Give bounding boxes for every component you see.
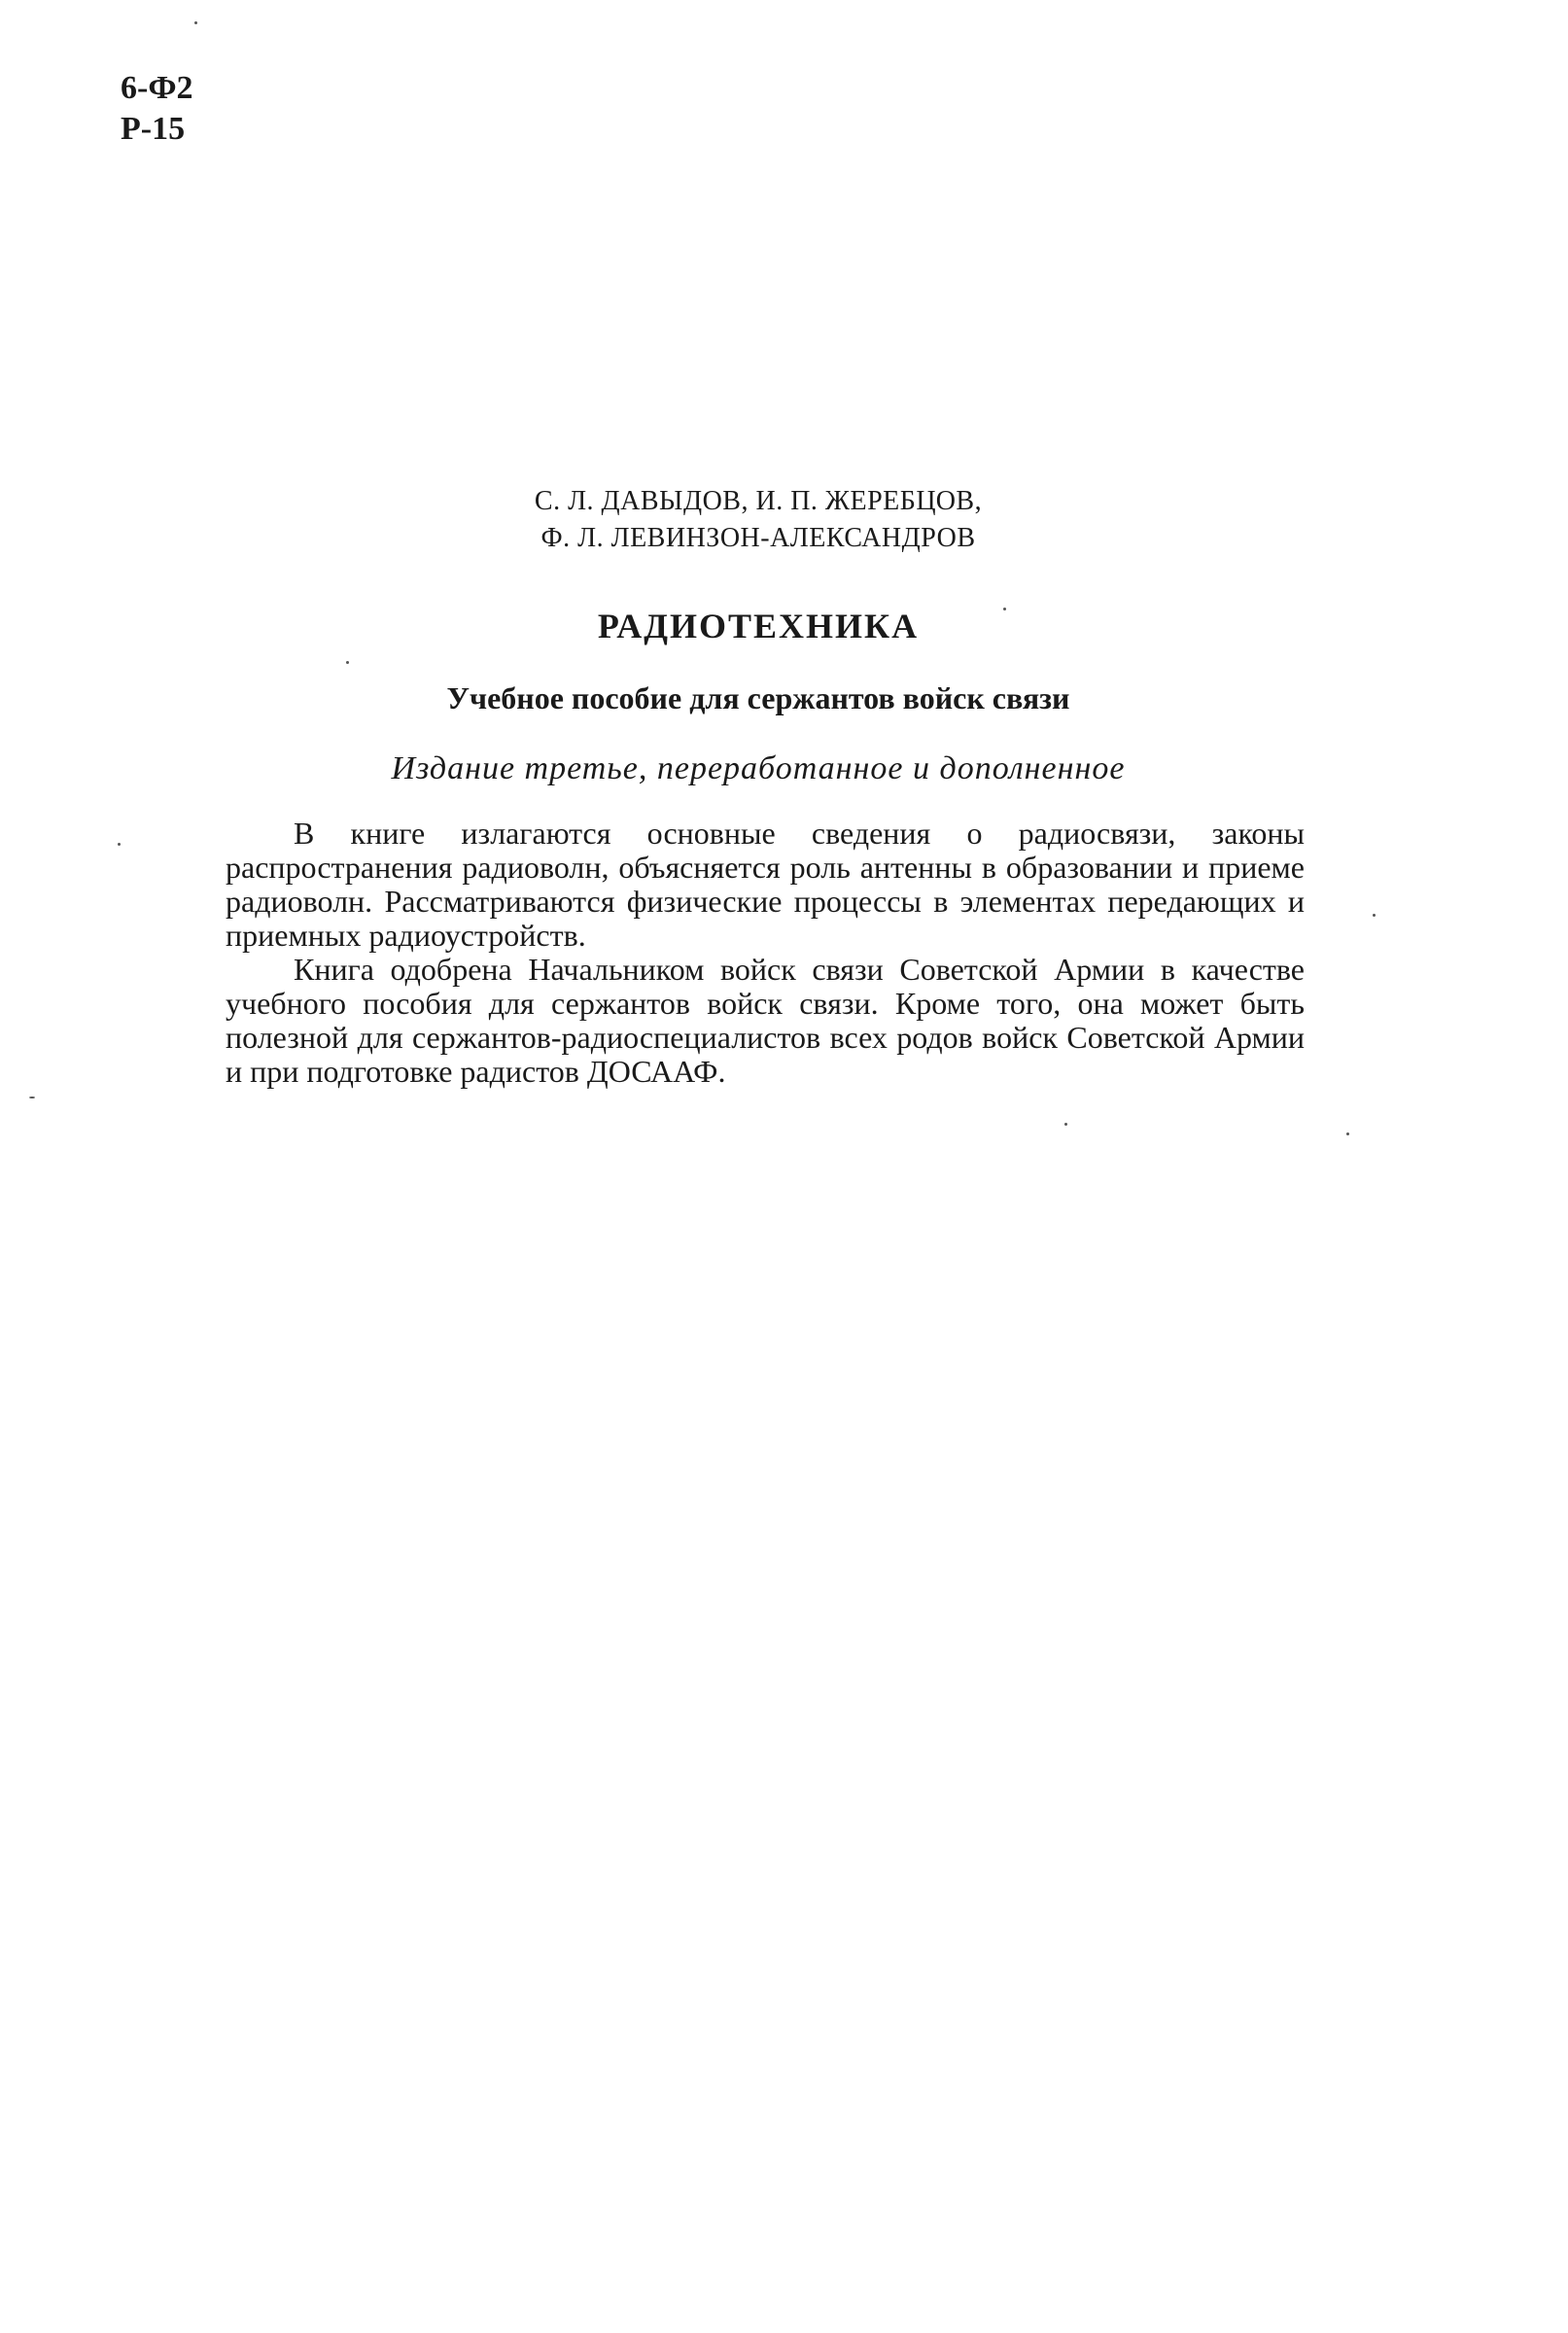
scan-speck xyxy=(1346,1132,1349,1135)
book-subtitle: Учебное пособие для сержантов войск связи xyxy=(446,680,1070,715)
scan-speck xyxy=(29,1097,35,1098)
annotation xyxy=(226,817,1305,1089)
scan-speck xyxy=(1373,914,1376,917)
scan-speck xyxy=(1003,608,1006,610)
authors-block xyxy=(418,483,1098,557)
library-classification xyxy=(121,68,193,150)
authors-line-1: С. Л. ДАВЫДОВ, И. П. ЖЕРЕБЦОВ, xyxy=(534,486,983,516)
classification-code: 6-Ф2 xyxy=(121,70,193,106)
book-title: РАДИОТЕХНИКА xyxy=(597,607,920,645)
authors-line-2: Ф. Л. ЛЕВИНЗОН-АЛЕКСАНДРОВ xyxy=(540,523,976,553)
annotation-paragraph-2: Книга одобрена Начальником войск связи Советской Армии в качестве учебного пособия для сержантов войск связи. Кроме того, она может быть полезной для сержантов-радиоспециалистов всех родов войск Советской Армии и при подготовке радистов ДОСААФ. xyxy=(226,952,1305,1089)
scan-speck xyxy=(1064,1123,1067,1126)
edition-note: Издание третье, переработанное и дополненное xyxy=(391,750,1126,786)
classification-index: Р-15 xyxy=(121,111,186,147)
annotation-paragraph-1: В книге излагаются основные сведения о радиосвязи, законы распространения радиоволн, объясняется роль антенны в образовании и приеме радиоволн. Рассматриваются физические процессы в элементах передающих и приемных радиоустройств. xyxy=(226,816,1305,953)
scan-speck xyxy=(194,21,197,24)
scan-speck xyxy=(346,661,349,664)
scan-speck xyxy=(118,843,121,846)
